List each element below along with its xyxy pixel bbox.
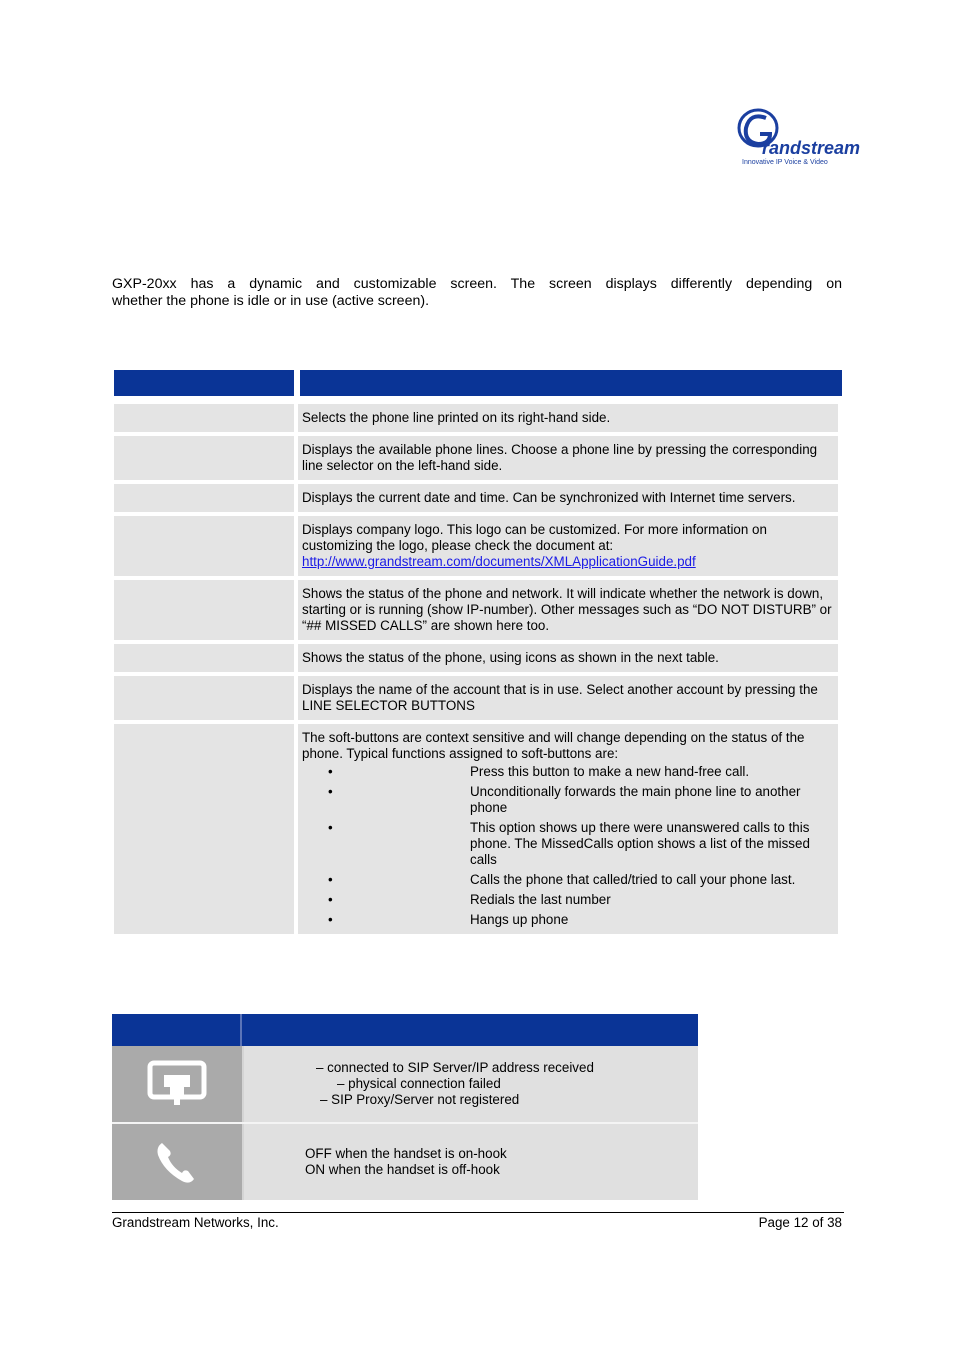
network-icon	[146, 1059, 208, 1109]
table-row: Shows the status of the phone and network. It will indicate whether the network is down, starting or is running (show IP-number). Other messages such as “DO NOT DISTURB” or “## MISSED CALLS” are shown here too.	[112, 580, 842, 640]
xml-guide-link[interactable]: http://www.grandstream.com/documents/XMLApplicationGuide.pdf	[302, 554, 696, 569]
status-icons-table	[112, 1014, 698, 1200]
footer-page-number: Page 12 of 38	[758, 1215, 842, 1230]
softkey-list	[302, 764, 834, 928]
table-row: The soft-buttons are context sensitive and will change depending on the status of the phone. Typical functions assigned to soft-buttons are: • Press this button to make a new hand-free call. • Unconditionally forwards the main phone line to another phone • This option shows up there were unanswered calls to this phone. The MissedCalls option shows a list of the missed calls • Calls the phone that called/tried to call your phone last. • Redials the last number • Hangs up phone	[112, 724, 842, 934]
list-item: • Press this button to make a new hand-free call.	[328, 764, 750, 779]
table-row: OFF when the handset is on-hook ON when the handset is off-hook	[112, 1122, 698, 1200]
table-row: Displays company logo. This logo can be customized. For more information on customizing the logo, please check the document at: http://www.grandstream.com/documents/XMLApplicationGuide.pdf	[112, 516, 842, 576]
table-row: Displays the name of the account that is in use. Select another account by pressing the LINE SELECTOR BUTTONS	[112, 676, 842, 720]
table-row: Shows the status of the phone, using icons as shown in the next table.	[112, 644, 842, 672]
intro-paragraph	[112, 276, 842, 310]
intro-line-2: whether the phone is idle or in use (active screen).	[112, 293, 430, 309]
intro-line-1: GXP-20xx has a dynamic and customizable screen. The screen displays differently depending on	[112, 276, 842, 292]
svg-text:randstream: randstream	[762, 138, 861, 158]
table-header	[112, 370, 842, 396]
list-item: • Calls the phone that called/tried to call your phone last.	[328, 872, 796, 887]
table-row: Displays the current date and time. Can be synchronized with Internet time servers.	[112, 484, 842, 512]
table-row: – connected to SIP Server/IP address received – physical connection failed – SIP Proxy/Server not registered	[112, 1046, 698, 1122]
footer-divider	[112, 1212, 844, 1213]
footer-company: Grandstream Networks, Inc.	[112, 1215, 279, 1230]
list-item: • Redials the last number	[328, 892, 611, 907]
table-row: Selects the phone line printed on its right-hand side.	[112, 404, 842, 432]
screen-elements-table	[112, 370, 842, 934]
table-header	[112, 1014, 698, 1046]
handset-icon	[152, 1137, 202, 1187]
svg-text:Innovative IP Voice & Video: Innovative IP Voice & Video	[742, 159, 828, 166]
list-item: • Unconditionally forwards the main phone line to another phone	[328, 784, 801, 815]
list-item: • Hangs up phone	[328, 912, 569, 927]
grandstream-logo	[736, 106, 861, 168]
list-item: • This option shows up there were unanswered calls to this phone. The MissedCalls option shows a list of the missed calls	[328, 820, 810, 867]
table-row: Displays the available phone lines. Choose a phone line by pressing the corresponding line selector on the left-hand side.	[112, 436, 842, 480]
